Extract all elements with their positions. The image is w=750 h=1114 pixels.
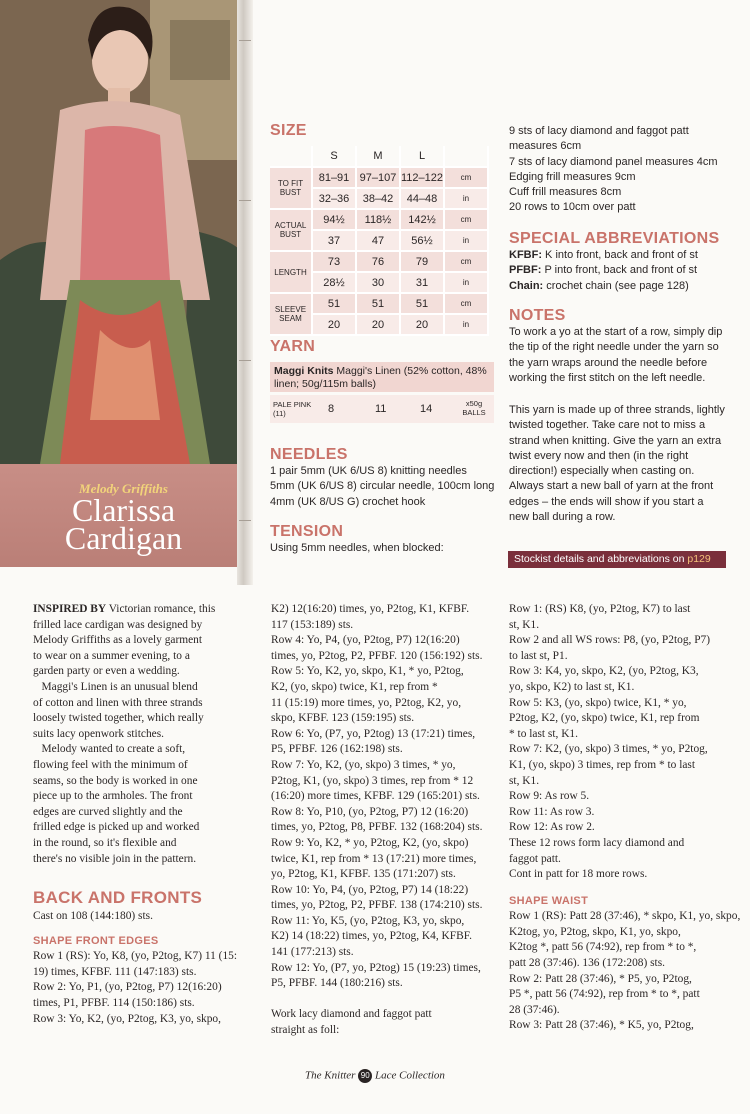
table-cell: 30 xyxy=(356,272,400,293)
size-table xyxy=(270,146,489,336)
table-cell: 51 xyxy=(356,293,400,314)
unit-cell: cm xyxy=(444,251,488,272)
tension-line: Cuff frill measures 8cm xyxy=(509,186,622,199)
yarn-quantity-row xyxy=(270,395,494,423)
table-cell: 94½ xyxy=(312,209,356,230)
abbrev-item: Chain: crochet chain (see page 128) xyxy=(509,279,689,292)
table-cell: 97–107 xyxy=(356,167,400,188)
table-cell: 37 xyxy=(312,230,356,251)
designer-name: Melody Griffiths xyxy=(79,481,168,496)
shape-front-edges-heading: SHAPE FRONT EDGES xyxy=(33,934,159,947)
unit-cell: in xyxy=(444,230,488,251)
table-cell: 32–36 xyxy=(312,188,356,209)
size-col-m: M xyxy=(356,146,400,167)
table-cell: 28½ xyxy=(312,272,356,293)
unit-cell: in xyxy=(444,272,488,293)
table-cell: 20 xyxy=(312,314,356,335)
pattern-title-line2: Cardigan xyxy=(64,520,183,556)
table-cell: 79 xyxy=(400,251,444,272)
table-cell: 76 xyxy=(356,251,400,272)
back-fronts-heading: BACK AND FRONTS xyxy=(33,888,203,907)
tension-line: 20 rows to 10cm over patt xyxy=(509,201,636,214)
stockist-page: p129 xyxy=(687,553,711,565)
intro-text: INSPIRED BY Victorian romance, this frilled lace cardigan was designed by Melody Griffiths as a lovely garment to wear on a summer evening, to a garden party or even a wedding. Maggi's Linen is an unusual blend of cotton and linen with three strands loosely twisted together, which really suits lacy openwork stitches. Melody wanted to create a soft, flowing feel with the minimum of seams, so the body is worked in one piece up to the armholes. The front edges are curved slightly and the frilled edge is picked up and worked in the round, so it's flexible and there's no visible join in the pattern. xyxy=(33,603,216,865)
back-text: Cast on 108 (144:180) sts. SHAPE FRONT EDGES Row 1 (RS): Yo, K8, (yo, P2tog, K7) 11 (15: 19) times, KFBF. 111 (147:183) sts. Row 2: Yo, P1, (yo, P2tog, P7) 12(16:20) times, P1, PFBF. 114 (150:186) sts. Row 3: Yo, K2, (yo, P2tog, K3, yo, skpo, xyxy=(33,909,248,1027)
table-cell: 142½ xyxy=(400,209,444,230)
table-cell: 56½ xyxy=(400,230,444,251)
tension-line: measures 6cm xyxy=(509,140,582,153)
yarn-heading: YARN xyxy=(270,338,316,355)
table-cell: 31 xyxy=(400,272,444,293)
table-cell: 112–122 xyxy=(400,167,444,188)
notes-p1: To work a yo at the start of a row, simply dip the tip of the right needle under the yarn so the yarn wraps around the needle before working the first stitch on the left needle. xyxy=(509,326,723,384)
row-label: LENGTH xyxy=(270,251,312,293)
needles-heading: NEEDLES xyxy=(270,446,348,463)
footer-collection: Lace Collection xyxy=(374,1069,445,1082)
pattern-column-3: Row 1: (RS) K8, (yo, P2tog, K7) to last st, K1. Row 2 and all WS rows: P8, (yo, P2tog, P7) to last st, P1. Row 3: K4, yo, skpo, K2, (yo, P2tog, K3, yo, skpo, K2) to last st, K1. Row 5: K3, (yo, skpo) twice, K1, * yo, P2tog, K2, (yo, skpo) twice, K1, rep from * to last st, K1. Row 7: K2, (yo, skpo) 3 times, * yo, P2tog, K1, (yo, skpo) 3 times, rep from * to last st, K1. Row 9: As row 5. Row 11: As row 3. Row 12: As row 2. These 12 rows form lacy diamond and faggot patt. Cont in patt for 18 more rows. SHAPE WAIST Row 1 (RS): Patt 28 (37:46), * skpo, K1, yo, skpo, K2tog, yo, P2tog, skpo, K1, yo, skpo, K2tog *, patt 56 (74:92), rep from * to *, patt 28 (37:46). 136 (172:208) sts. Row 2: Patt 28 (37:46), * P5, yo, P2tog, P5 *, patt 56 (74:92), rep from * to *, patt 28 (37:46). Row 3: Patt 28 (37:46), * K5, yo, P2tog, xyxy=(509,603,741,1032)
yarn-brand: Maggi Knits xyxy=(274,365,334,377)
pattern-column-2: K2) 12(16:20) times, yo, P2tog, K1, KFBF. 117 (153:189) sts. Row 4: Yo, P4, (yo, P2tog, P7) 12(16:20) times, yo, P2tog, P2, PFBF. 120 (156:192) sts. Row 5: Yo, K2, yo, skpo, K1, * yo, P2tog, K2, (yo, skpo) twice, K1, rep from * 11 (15:19) more times, yo, P2tog, K2, yo, skpo, KFBF. 123 (159:195) sts. Row 6: Yo, (P7, yo, P2tog) 13 (17:21) times, P5, PFBF. 126 (162:198) sts. Row 7: Yo, K2, (yo, skpo) 3 times, * yo, P2tog, K1, (yo, skpo) 3 times, rep from * 12 (16:20) more times, KFBF. 129 (165:201) sts. Row 8: Yo, P10, (yo, P2tog, P7) 12 (16:20) times, yo, P2tog, P8, PFBF. 132 (168:204) sts. Row 9: Yo, K2, * yo, P2tog, K2, (yo, skpo) twice, K1, rep from * 13 (17:21) more times, yo, P2tog, K1, KFBF. 135 (171:207) sts. Row 10: Yo, P4, (yo, P2tog, P7) 14 (18:22) times, yo, P2tog, P2, PFBF. 138 (174:210) sts. Row 11: Yo, K5, (yo, P2tog, K3, yo, skpo, K2) 14 (18:22) times, yo, P2tog, K4, KFBF. 141 (177:213) sts. Row 12: Yo, (P7, yo, P2tog) 15 (19:23) times, P5, PFBF. 144 (180:216) sts. Work lacy diamond and faggot patt straight as foll: xyxy=(271,603,483,1037)
notes-p2: This yarn is made up of three strands, lightly twisted together. Take care not to miss a strand when knitting. Give the yarn an extra twist every now and then (in the right direction!) especially when casting on. Always start a new ball of yarn at the front edges – the ends will show if you start a new ball during a row. xyxy=(509,404,725,524)
model-illustration xyxy=(0,0,247,464)
abbreviations-heading: SPECIAL ABBREVIATIONS xyxy=(509,230,720,247)
unit-cell: cm xyxy=(444,167,488,188)
intro-lead: INSPIRED BY xyxy=(33,603,107,615)
table-cell: 20 xyxy=(356,314,400,335)
table-cell: 118½ xyxy=(356,209,400,230)
row-label: TO FIT BUST xyxy=(270,167,312,209)
yarn-qty-s: 8 xyxy=(328,403,335,415)
tension-line: Using 5mm needles, when blocked: xyxy=(270,542,444,554)
yarn-color: PALE PINK (11) xyxy=(273,400,312,418)
size-col-s: S xyxy=(312,146,356,167)
cardigan-photo xyxy=(0,0,247,464)
shape-waist-heading: SHAPE WAIST xyxy=(509,894,589,907)
yarn-qty-m: 11 xyxy=(375,403,387,415)
stockist-link[interactable]: Stockist details and abbreviations on p129 xyxy=(508,551,726,568)
table-cell: 51 xyxy=(312,293,356,314)
tension-line: 9 sts of lacy diamond and faggot patt xyxy=(509,125,689,137)
unit-cell: in xyxy=(444,314,488,335)
table-cell: 73 xyxy=(312,251,356,272)
tension-list xyxy=(509,124,739,216)
page-footer xyxy=(0,1069,750,1083)
table-cell: 47 xyxy=(356,230,400,251)
size-header-row xyxy=(270,146,488,167)
row-label: ACTUAL BUST xyxy=(270,209,312,251)
table-cell: 81–91 xyxy=(312,167,356,188)
needle-line: 1 pair 5mm (UK 6/US 8) knitting needles xyxy=(270,465,467,477)
table-cell: 20 xyxy=(400,314,444,335)
notes-heading: NOTES xyxy=(509,307,566,324)
abbreviations-list xyxy=(509,248,739,294)
size-col-l: L xyxy=(400,146,444,167)
row-label: SLEEVE SEAM xyxy=(270,293,312,335)
tension-line: Edging frill measures 9cm xyxy=(509,170,636,183)
pattern-title-line1: Clarissa xyxy=(71,492,176,528)
unit-cell: in xyxy=(444,188,488,209)
unit-cell: cm xyxy=(444,293,488,314)
needle-line: 5mm (UK 6/US 8) circular needle, 100cm long xyxy=(270,480,495,493)
yarn-description xyxy=(270,362,494,392)
yarn-desc: Maggi's Linen (52% cotton, 48% linen; 50g/115m balls) xyxy=(274,365,487,390)
abbrev-item: PFBF: P into front, back and front of st xyxy=(509,264,698,277)
table-cell: 51 xyxy=(400,293,444,314)
abbrev-item: KFBF: K into front, back and front of st xyxy=(509,249,698,261)
needles-list xyxy=(270,464,500,510)
yarn-unit: x50g BALLS xyxy=(462,399,486,417)
tension-line: 7 sts of lacy diamond panel measures 4cm xyxy=(509,155,718,168)
unit-cell: cm xyxy=(444,209,488,230)
yarn-qty-l: 14 xyxy=(420,403,433,415)
page-number: 90 xyxy=(358,1069,372,1083)
size-heading: SIZE xyxy=(270,122,307,139)
footer-magazine: The Knitter xyxy=(305,1069,356,1082)
tension-heading: TENSION xyxy=(270,523,344,540)
table-cell: 38–42 xyxy=(356,188,400,209)
binding-strip xyxy=(237,0,253,585)
needle-line: 4mm (UK 8/US G) crochet hook xyxy=(270,495,426,508)
table-cell: 44–48 xyxy=(400,188,444,209)
